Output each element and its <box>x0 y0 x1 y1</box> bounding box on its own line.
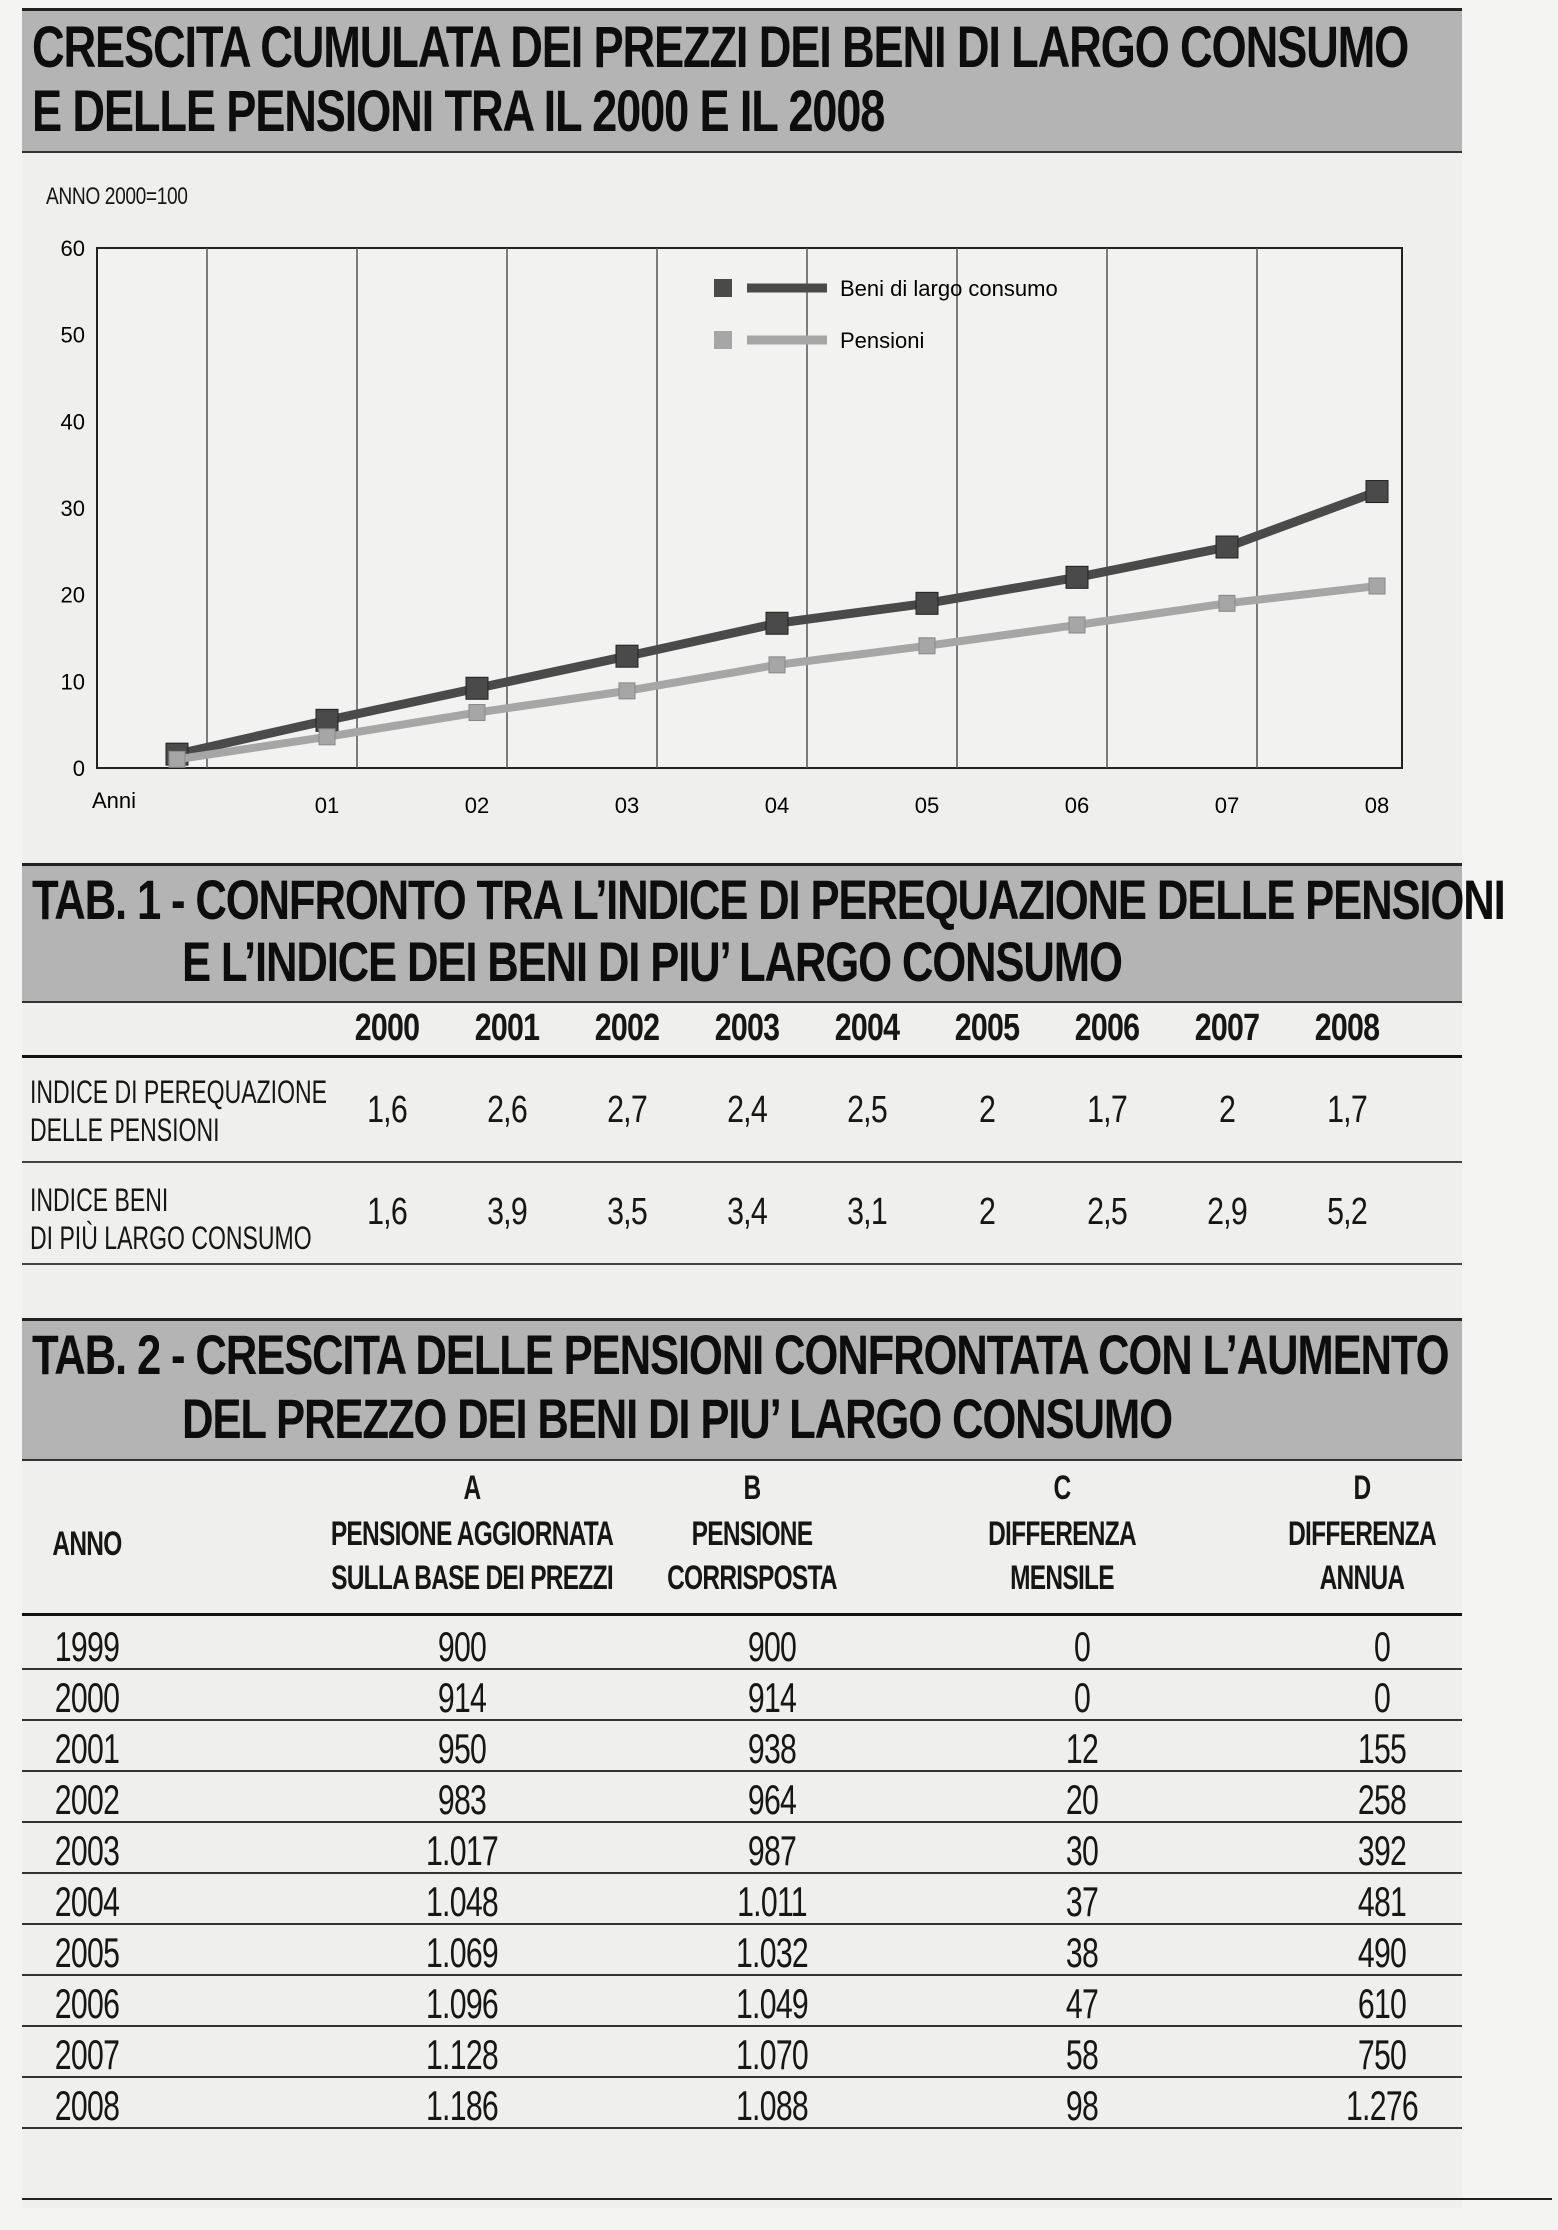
tab2-cell-c: 0 <box>1073 1674 1091 1721</box>
tab2-cell-c: 38 <box>1065 1929 1099 1976</box>
data-point <box>1066 566 1088 588</box>
tab1-cell: 1,7 <box>1327 1089 1367 1131</box>
tab2-col-c-letter: C <box>1053 1469 1071 1507</box>
tab1-cell: 5,2 <box>1327 1191 1367 1233</box>
chart-subtitle: ANNO 2000=100 <box>46 183 188 210</box>
tab2-cell-a: 1.017 <box>425 1827 499 1874</box>
tab1-header-row <box>22 1003 1462 1058</box>
data-point <box>616 645 638 667</box>
tab2-cell-d: 258 <box>1357 1776 1407 1823</box>
tab2-cell-b: 964 <box>747 1776 797 1823</box>
legend-label: Pensioni <box>840 328 925 353</box>
tab2-cell-anno: 2006 <box>54 1980 120 2027</box>
tab2-row <box>22 1772 1462 1823</box>
tab1-row-label-line2: DELLE PENSIONI <box>30 1112 220 1148</box>
y-tick-label: 0 <box>72 756 85 781</box>
tab2-cell-a: 1.069 <box>425 1929 499 1976</box>
tab2-cell-anno: 2001 <box>54 1725 120 1772</box>
tab2-col-d-line1: DIFFERENZA <box>1288 1515 1436 1553</box>
tab2-cell-anno: 2004 <box>54 1878 120 1925</box>
tab2-cell-d: 610 <box>1357 1980 1407 2027</box>
chart-title-line1: CRESCITA CUMULATA DEI PREZZI DEI BENI DI LARGO CONSUMO <box>32 15 1409 80</box>
tab2-cell-b: 938 <box>747 1725 797 1772</box>
tab2-cell-a: 1.128 <box>425 2031 499 2078</box>
tab2-col-b-line2: CORRISPOSTA <box>667 1559 837 1597</box>
x-tick-label: 07 <box>1214 793 1240 818</box>
tab1-year-header: 2008 <box>1314 1007 1380 1049</box>
data-point <box>619 683 635 699</box>
tab1-cell: 3,4 <box>727 1191 767 1233</box>
tab2-row <box>22 1670 1462 1721</box>
tab2-row <box>22 1874 1462 1925</box>
tab1-year-header: 2003 <box>714 1007 780 1049</box>
tab2-col-d-line2: ANNUA <box>1319 1559 1405 1597</box>
tab2-title-band <box>22 1318 1462 1461</box>
tab2-cell-d: 1.276 <box>1345 2082 1419 2129</box>
tab1-cell: 3,9 <box>487 1191 527 1233</box>
data-point <box>1219 595 1235 611</box>
tab2-cell-d: 481 <box>1357 1878 1407 1925</box>
tab1-year-header: 2001 <box>474 1007 540 1049</box>
tab2-cell-d: 155 <box>1357 1725 1407 1772</box>
y-tick-label: 40 <box>60 409 85 435</box>
tab1-row-label <box>30 1073 327 1149</box>
tab1-cell: 2 <box>978 1089 996 1131</box>
x-tick-label: 04 <box>764 793 790 818</box>
tab2-col-d-letter: D <box>1353 1469 1371 1507</box>
tab2-cell-b: 987 <box>747 1827 797 1874</box>
data-point <box>1369 578 1385 594</box>
tab2-cell-b: 1.049 <box>735 1980 809 2027</box>
tab1-cell: 3,5 <box>607 1191 647 1233</box>
x-tick-label: 03 <box>614 793 640 818</box>
newspaper-page <box>22 8 1505 2208</box>
tab2-cell-b: 1.088 <box>735 2082 809 2129</box>
data-point <box>916 592 938 614</box>
tab2-cell-c: 47 <box>1065 1980 1099 2027</box>
x-axis-label: Anni <box>92 788 137 813</box>
tab1-title-band <box>22 863 1505 1003</box>
tab2-cell-a: 950 <box>437 1725 487 1772</box>
tab2-row <box>22 2078 1462 2129</box>
tab1-title-line2: E L’INDICE DEI BENI DI PIU’ LARGO CONSUMO <box>182 930 1122 993</box>
bottom-rule <box>22 2198 1552 2200</box>
tab2-cell-a: 1.186 <box>425 2082 499 2129</box>
tab2-cell-d: 490 <box>1357 1929 1407 1976</box>
tab2-cell-c: 98 <box>1065 2082 1099 2129</box>
tab1-title-line1: TAB. 1 - CONFRONTO TRA L’INDICE DI PEREQUAZIONE DELLE PENSIONI <box>32 868 1505 931</box>
tab1-row-beni <box>22 1163 1462 1265</box>
tab2-cell-b: 900 <box>747 1623 797 1670</box>
chart-title-line2: E DELLE PENSIONI TRA IL 2000 E IL 2008 <box>32 79 885 144</box>
tab2-cell-c: 0 <box>1073 1623 1091 1670</box>
tab2-cell-c: 58 <box>1065 2031 1099 2078</box>
data-point <box>1069 617 1085 633</box>
tab1-year-header: 2004 <box>834 1007 900 1049</box>
y-tick-label: 50 <box>60 322 85 348</box>
tab1-year-header: 2006 <box>1074 1007 1140 1049</box>
tab2-col-b-letter: B <box>743 1469 761 1507</box>
tab2-cell-b: 1.070 <box>735 2031 809 2078</box>
chart-title-band <box>22 8 1462 153</box>
tab1-cell: 2,5 <box>1087 1191 1127 1233</box>
tab2-cell-a: 983 <box>437 1776 487 1823</box>
tab2-row <box>22 1721 1462 1772</box>
tab2-col-b-line1: PENSIONE <box>691 1515 813 1553</box>
tab2-title-line2: DEL PREZZO DEI BENI DI PIU’ LARGO CONSUMO <box>182 1387 1172 1450</box>
tab1-row-perequazione <box>22 1061 1462 1163</box>
tab2-cell-c: 12 <box>1065 1725 1099 1772</box>
tab1-year-header: 2000 <box>354 1007 420 1049</box>
tab1-cell: 2 <box>978 1191 996 1233</box>
tab1-cell: 1,6 <box>367 1089 407 1131</box>
data-point <box>316 709 338 731</box>
y-tick-label: 60 <box>60 236 85 261</box>
tab1-year-header: 2002 <box>594 1007 660 1049</box>
data-point <box>469 705 485 721</box>
tab2-cell-c: 20 <box>1065 1776 1099 1823</box>
tab2-col-a-line2: SULLA BASE DEI PREZZI <box>331 1559 613 1597</box>
tab2-cell-anno: 2003 <box>54 1827 120 1874</box>
x-tick-label: 06 <box>1064 793 1090 818</box>
tab1-year-header: 2005 <box>954 1007 1020 1049</box>
tab2-cell-a: 914 <box>437 1674 487 1721</box>
plot-area <box>97 248 1402 768</box>
tab2-cell-anno: 2002 <box>54 1776 120 1823</box>
tab2-cell-b: 1.011 <box>737 1878 807 1925</box>
tab2-cell-d: 750 <box>1357 2031 1407 2078</box>
data-point <box>919 638 935 654</box>
tab2-cell-anno: 2005 <box>54 1929 120 1976</box>
data-point <box>1366 481 1388 503</box>
y-tick-label: 10 <box>60 669 85 695</box>
tab1-cell: 2 <box>1218 1089 1236 1131</box>
line-chart <box>22 228 1462 868</box>
tab2-cell-d: 392 <box>1357 1827 1407 1874</box>
data-point <box>319 729 335 745</box>
x-tick-label: 02 <box>464 793 490 818</box>
data-point <box>169 751 185 767</box>
y-tick-label: 20 <box>60 582 85 608</box>
tab2-col-a-letter: A <box>463 1469 481 1507</box>
tab2-cell-d: 0 <box>1373 1674 1391 1721</box>
tab2-cell-a: 1.096 <box>425 1980 499 2027</box>
tab2-row <box>22 1925 1462 1976</box>
tab2-row <box>22 1619 1462 1670</box>
tab2-cell-c: 37 <box>1065 1878 1099 1925</box>
tab2-cell-a: 1.048 <box>425 1878 499 1925</box>
x-tick-label: 05 <box>914 793 940 818</box>
tab1-row-label-line2: DI PIÙ LARGO CONSUMO <box>30 1220 312 1256</box>
legend-marker <box>714 331 732 349</box>
data-point <box>769 657 785 673</box>
tab2-col-c-line2: MENSILE <box>1010 1559 1114 1597</box>
y-tick-label: 30 <box>60 496 85 521</box>
tab1-cell: 2,4 <box>727 1089 767 1131</box>
tab2-cell-anno: 2008 <box>54 2082 120 2129</box>
legend-marker <box>714 279 732 297</box>
tab1-cell: 2,7 <box>607 1089 647 1131</box>
tab2-row <box>22 1823 1462 1874</box>
tab1-year-header: 2007 <box>1194 1007 1260 1049</box>
x-tick-label: 01 <box>314 793 340 818</box>
tab2-cell-c: 30 <box>1065 1827 1099 1874</box>
tab2-col-c-line1: DIFFERENZA <box>988 1515 1136 1553</box>
tab2-header <box>22 1463 1462 1616</box>
tab2-cell-anno: 2007 <box>54 2031 120 2078</box>
tab1-cell: 2,6 <box>487 1089 527 1131</box>
data-point <box>1216 536 1238 558</box>
tab2-cell-a: 900 <box>437 1623 487 1670</box>
tab2-title-line1: TAB. 2 - CRESCITA DELLE PENSIONI CONFRONTATA CON L’AUMENTO <box>32 1323 1449 1386</box>
tab2-cell-anno: 2000 <box>54 1674 120 1721</box>
tab1-cell: 1,6 <box>367 1191 407 1233</box>
tab2-col-anno: ANNO <box>52 1525 122 1563</box>
tab2-cell-b: 914 <box>747 1674 797 1721</box>
tab2-cell-b: 1.032 <box>735 1929 809 1976</box>
tab1-row-label-line1: INDICE DI PEREQUAZIONE <box>30 1074 327 1110</box>
legend-label: Beni di largo consumo <box>840 276 1058 301</box>
tab1-cell: 2,9 <box>1207 1191 1247 1233</box>
tab2-cell-d: 0 <box>1373 1623 1391 1670</box>
data-point <box>766 612 788 634</box>
tab1-row-label <box>30 1181 312 1257</box>
x-tick-label: 08 <box>1364 793 1390 818</box>
tab1-cell: 3,1 <box>847 1191 887 1233</box>
tab2-row <box>22 1976 1462 2027</box>
tab2-col-a-line1: PENSIONE AGGIORNATA <box>330 1515 614 1553</box>
data-point <box>466 677 488 699</box>
tab1-cell: 2,5 <box>847 1089 887 1131</box>
tab1-row-label-line1: INDICE BENI <box>30 1182 169 1218</box>
tab1-cell: 1,7 <box>1087 1089 1127 1131</box>
tab2-cell-anno: 1999 <box>54 1623 120 1670</box>
tab2-row <box>22 2027 1462 2078</box>
